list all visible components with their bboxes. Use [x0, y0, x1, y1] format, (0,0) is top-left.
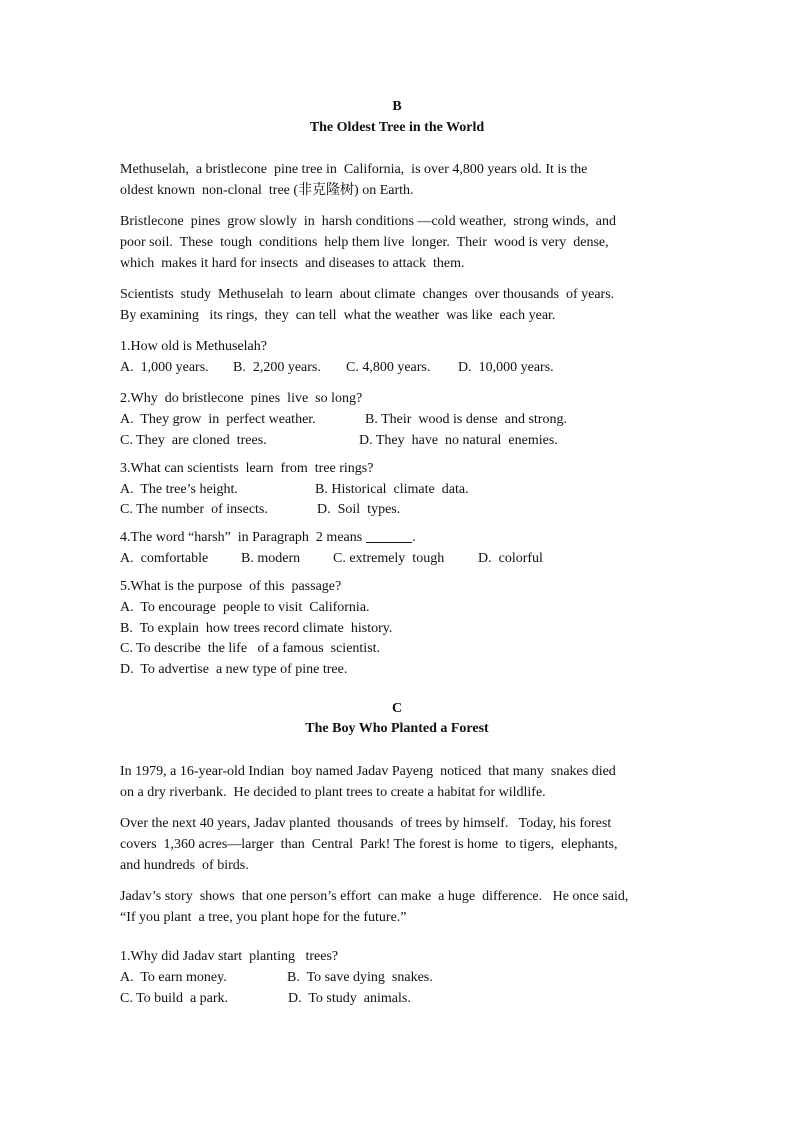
answer-option: C. They are cloned trees.	[120, 433, 267, 448]
answer-option: B. Historical climate data.	[315, 482, 469, 497]
paragraph-line: covers 1,360 acres—larger than Central Park! The forest is home to tigers, elephants,	[120, 837, 618, 852]
paragraph-line: and hundreds of birds.	[120, 858, 249, 873]
question-stem: 4.The word “harsh” in Paragraph 2 means	[120, 530, 363, 545]
answer-option: D. To advertise a new type of pine tree.	[120, 662, 348, 677]
question-stem: 1.Why did Jadav start planting trees?	[120, 949, 339, 964]
paragraph-line: poor soil. These tough conditions help them live longer. Their wood is very dense,	[120, 235, 609, 250]
answer-option: A. To earn money.	[120, 970, 227, 985]
paragraph-line: In 1979, a 16-year-old Indian boy named Jadav Payeng noticed that many snakes died	[120, 764, 616, 779]
answer-option: B. modern	[241, 551, 301, 566]
answer-option: C. extremely tough	[333, 551, 445, 566]
answer-option: B. Their wood is dense and strong.	[365, 412, 567, 427]
answer-option: C. To build a park.	[120, 991, 229, 1006]
question-stem-line	[120, 528, 416, 548]
paragraph-line: on a dry riverbank. He decided to plant trees to create a habitat for wildlife.	[120, 785, 546, 800]
paragraph-line: “If you plant a tree, you plant hope for the future.”	[120, 910, 407, 925]
question-stem: 3.What can scientists learn from tree rings?	[120, 461, 374, 476]
answer-option: D. 10,000 years.	[458, 360, 554, 375]
answer-option: B. 2,200 years.	[233, 360, 321, 375]
paragraph-line: oldest known non-clonal tree (非克隆树) on Earth.	[120, 183, 414, 198]
question-stem-end: .	[412, 530, 416, 545]
answer-option: D. Soil types.	[317, 502, 401, 517]
answer-option: B. To save dying snakes.	[287, 970, 433, 985]
paragraph-line: Bristlecone pines grow slowly in harsh conditions —cold weather, strong winds, and	[120, 214, 616, 229]
answer-option: C. The number of insects.	[120, 502, 268, 517]
answer-blank[interactable]	[366, 528, 412, 543]
section-b-title: The Oldest Tree in the World	[309, 120, 485, 135]
question-stem: 5.What is the purpose of this passage?	[120, 579, 342, 594]
answer-option: C. To describe the life of a famous scientist.	[120, 641, 381, 656]
section-c-title: The Boy Who Planted a Forest	[305, 721, 489, 736]
answer-option: A. comfortable	[120, 551, 209, 566]
answer-option: B. To explain how trees record climate history.	[120, 621, 393, 636]
answer-option: A. 1,000 years.	[120, 360, 209, 375]
question-stem: 2.Why do bristlecone pines live so long?	[120, 391, 363, 406]
answer-option: A. To encourage people to visit California.	[120, 600, 370, 615]
section-c-letter: C	[391, 701, 403, 716]
section-b-letter: B	[392, 99, 402, 114]
paragraph-line: Methuselah, a bristlecone pine tree in California, is over 4,800 years old. It is the	[120, 162, 588, 177]
paragraph-line: Over the next 40 years, Jadav planted thousands of trees by himself. Today, his forest	[120, 816, 612, 831]
paragraph-line: Scientists study Methuselah to learn about climate changes over thousands of years.	[120, 287, 615, 302]
paragraph-line: Jadav’s story shows that one person’s effort can make a huge difference. He once said,	[120, 889, 629, 904]
question-stem: 1.How old is Methuselah?	[120, 339, 267, 354]
answer-option: A. They grow in perfect weather.	[120, 412, 316, 427]
answer-option: A. The tree’s height.	[120, 482, 238, 497]
answer-option: D. To study animals.	[288, 991, 411, 1006]
answer-option: C. 4,800 years.	[346, 360, 431, 375]
answer-option: D. They have no natural enemies.	[359, 433, 558, 448]
answer-option: D. colorful	[478, 551, 543, 566]
paragraph-line: By examining its rings, they can tell what the weather was like each year.	[120, 308, 556, 323]
paragraph-line: which makes it hard for insects and diseases to attack them.	[120, 256, 465, 271]
